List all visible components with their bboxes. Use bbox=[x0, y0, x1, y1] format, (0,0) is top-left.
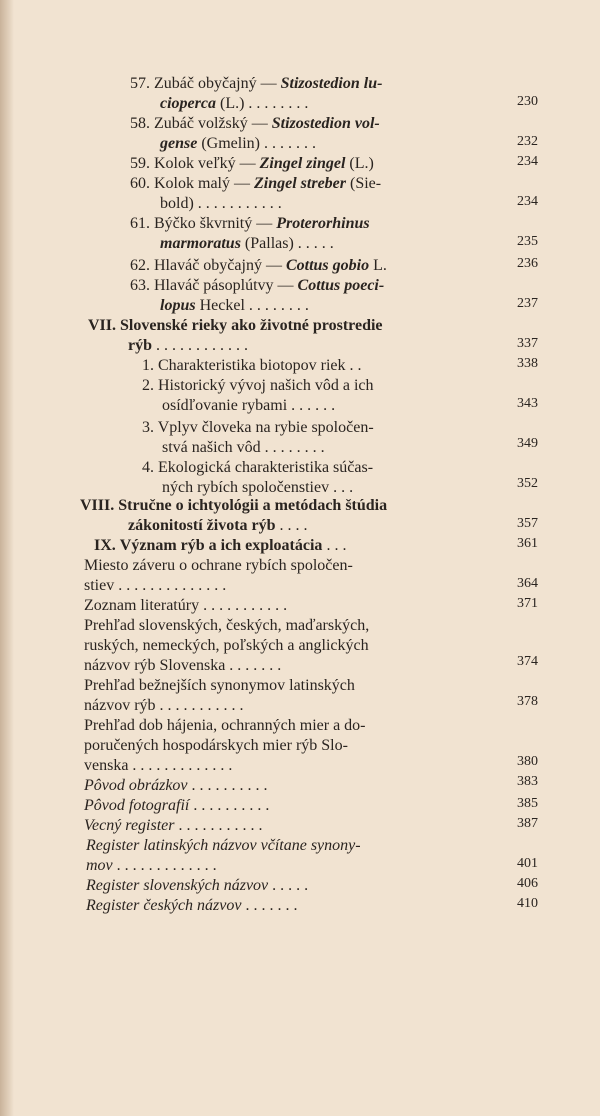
toc-back-entry: Prehľad slovenských, českých, maďarských, bbox=[84, 617, 370, 634]
leader-dots: . . . . . . . bbox=[259, 135, 316, 152]
page-number: 230 bbox=[517, 94, 538, 109]
section-viii-heading-cont bbox=[128, 516, 308, 536]
entry-scientific-name: Stizostedion vol- bbox=[271, 115, 380, 132]
section-title-cont: zákonitostí života rýb bbox=[128, 517, 276, 534]
entry-number: 3. bbox=[142, 419, 154, 436]
toc-back-entry-cont: poručených hospodárskych mier rýb Slo- bbox=[84, 737, 348, 754]
page-number: 387 bbox=[517, 816, 538, 831]
toc-back-entry: Zoznam literatúry . . . . . . . . . . . bbox=[84, 597, 288, 614]
entry-title: Býčko škvrnitý — bbox=[154, 215, 277, 232]
entry-title: Hlaváč pásoplútvy — bbox=[154, 277, 298, 294]
entry-title: Zubáč obyčajný — bbox=[154, 75, 281, 92]
entry-scientific-name-cont: lopus bbox=[160, 297, 196, 314]
index-title: Pôvod fotografií bbox=[84, 797, 190, 814]
entry-scientific-name: Proterorhinus bbox=[276, 215, 370, 232]
page-number: 237 bbox=[517, 296, 538, 311]
entry-author: (L.) bbox=[215, 95, 245, 112]
toc-index-entry bbox=[84, 816, 262, 836]
toc-entry-57 bbox=[130, 74, 382, 94]
leader-dots: . . . . . . . . . . . . . bbox=[112, 857, 217, 874]
entry-title: Vplyv človeka na rybie spoločen- bbox=[157, 419, 374, 436]
section-ix-heading bbox=[94, 536, 346, 556]
toc-entry-61 bbox=[130, 214, 370, 234]
page-number: 234 bbox=[517, 154, 538, 169]
leader-dots: . . . . . . . . bbox=[244, 297, 309, 314]
page-number: 337 bbox=[517, 336, 538, 351]
entry-author: (L.) bbox=[345, 155, 374, 172]
leader-dots: . . . . . bbox=[268, 877, 309, 894]
entry-scientific-name: Zingel zingel bbox=[259, 155, 346, 172]
entry-author: (Sie- bbox=[346, 175, 382, 192]
leader-dots: . . . . . . . . . . . bbox=[193, 195, 282, 212]
entry-title-cont: stvá našich vôd . . . . . . . . bbox=[162, 439, 325, 456]
toc-index-entry bbox=[84, 776, 268, 796]
leader-dots: . . . . . . . . . . . . bbox=[152, 337, 248, 354]
section-vii-heading-cont bbox=[128, 336, 248, 356]
entry-author: L. bbox=[369, 257, 387, 274]
page-number: 232 bbox=[517, 134, 538, 149]
page-number: 357 bbox=[517, 516, 538, 531]
section-viii-heading bbox=[80, 496, 387, 516]
toc-entry-61-cont bbox=[160, 234, 334, 254]
leader-dots: . . . . bbox=[275, 517, 308, 534]
entry-scientific-name-cont: gense bbox=[160, 135, 198, 152]
entry-number: 60. bbox=[130, 175, 150, 192]
page-number: 406 bbox=[517, 876, 538, 891]
entry-title: Historický vývoj našich vôd a ich bbox=[158, 377, 374, 394]
entry-scientific-name: Cottus gobio bbox=[285, 257, 370, 274]
toc-subentry-1 bbox=[142, 356, 362, 376]
entry-author: (Gmelin) bbox=[197, 135, 260, 152]
section-vii-heading bbox=[88, 316, 383, 336]
leader-dots: . . . . . . . . . . . bbox=[174, 817, 263, 834]
section-title-cont: rýb bbox=[128, 337, 152, 354]
entry-author: Heckel bbox=[195, 297, 245, 314]
section-number: VIII. bbox=[80, 497, 115, 514]
entry-title: Charakteristika biotopov riek . . bbox=[158, 357, 362, 374]
toc-entry-60 bbox=[130, 174, 381, 194]
toc-index-entry bbox=[86, 876, 308, 896]
toc-back-entry-cont: stiev . . . . . . . . . . . . . . bbox=[84, 577, 227, 594]
toc-index-entry bbox=[86, 896, 297, 916]
page-number: 374 bbox=[517, 654, 538, 669]
section-title: Stručne o ichtyológii a metódach štúdia bbox=[118, 497, 388, 514]
page-number: 378 bbox=[517, 694, 538, 709]
toc-subentry-2 bbox=[142, 376, 374, 396]
toc-index-entry-cont bbox=[86, 856, 217, 876]
page-number: 371 bbox=[517, 596, 538, 611]
page-number: 401 bbox=[517, 856, 538, 871]
leader-dots: . . . bbox=[322, 537, 347, 554]
leader-dots: . . . . . bbox=[293, 235, 334, 252]
page-number: 236 bbox=[517, 256, 538, 271]
toc-back-entry-cont: ruských, nemeckých, poľských a anglických bbox=[84, 637, 369, 654]
index-title: Pôvod obrázkov bbox=[84, 777, 188, 794]
page-number: 380 bbox=[517, 754, 538, 769]
toc-subentry-4 bbox=[142, 458, 373, 478]
page-number: 235 bbox=[517, 234, 538, 249]
toc-index-entry bbox=[84, 796, 269, 816]
page-number: 385 bbox=[517, 796, 538, 811]
toc-index-entry: Register latinských názvov včítane synony- bbox=[86, 837, 361, 854]
entry-scientific-name: Zingel streber bbox=[254, 175, 346, 192]
index-title: Vecný register bbox=[84, 817, 175, 834]
toc-entry-58-cont bbox=[160, 134, 316, 154]
index-title: Register slovenských názvov bbox=[86, 877, 269, 894]
toc-subentry-3 bbox=[142, 418, 374, 438]
entry-number: 61. bbox=[130, 215, 150, 232]
entry-number: 58. bbox=[130, 115, 150, 132]
toc-back-entry: Prehľad bežnejších synonymov latinských bbox=[84, 677, 355, 694]
page-number: 410 bbox=[517, 896, 538, 911]
entry-number: 62. bbox=[130, 257, 150, 274]
toc-back-entry-cont: venska . . . . . . . . . . . . . bbox=[84, 757, 233, 774]
entry-author: (Pallas) bbox=[240, 235, 294, 252]
toc-entry-63-cont bbox=[160, 296, 309, 316]
entry-scientific-name-cont: marmoratus bbox=[160, 235, 241, 252]
entry-title: Ekologická charakteristika súčas- bbox=[158, 459, 374, 476]
leader-dots: . . . . . . . bbox=[241, 897, 298, 914]
entry-title: Kolok malý — bbox=[154, 175, 254, 192]
entry-scientific-name: Cottus poeci- bbox=[297, 277, 385, 294]
toc-back-entry: Prehľad dob hájenia, ochranných mier a do- bbox=[84, 717, 366, 734]
entry-title: Hlaváč obyčajný — bbox=[154, 257, 286, 274]
index-title-cont: mov bbox=[86, 857, 113, 874]
page-number: 361 bbox=[517, 536, 538, 551]
entry-number: 59. bbox=[130, 155, 150, 172]
entry-title-cont: osídľovanie rybami . . . . . . bbox=[162, 397, 336, 414]
section-number: IX. bbox=[94, 537, 116, 554]
toc-entry-59 bbox=[130, 154, 374, 174]
page-number: 338 bbox=[517, 356, 538, 371]
entry-author-cont: bold) bbox=[160, 195, 194, 212]
toc-entry-62 bbox=[130, 256, 387, 276]
toc-back-entry: Miesto záveru o ochrane rybích spoločen- bbox=[84, 557, 353, 574]
entry-number: 4. bbox=[142, 459, 154, 476]
toc-back-entry-cont: názvov rýb . . . . . . . . . . . bbox=[84, 697, 244, 714]
entry-number: 63. bbox=[130, 277, 150, 294]
entry-title: Kolok veľký — bbox=[154, 155, 260, 172]
leader-dots: . . . . . . . . . . bbox=[189, 797, 270, 814]
toc-entry-60-cont bbox=[160, 194, 282, 214]
entry-title-cont: ných rybích spoločenstiev . . . bbox=[162, 479, 354, 496]
entry-number: 57. bbox=[130, 75, 150, 92]
entry-scientific-name: Stizostedion lu- bbox=[280, 75, 383, 92]
index-title: Register českých názvov bbox=[86, 897, 242, 914]
page-number: 383 bbox=[517, 774, 538, 789]
page-number: 343 bbox=[517, 396, 538, 411]
section-number: VII. bbox=[88, 317, 117, 334]
toc-entry-57-cont bbox=[160, 94, 308, 114]
entry-number: 1. bbox=[142, 357, 154, 374]
page-number: 234 bbox=[517, 194, 538, 209]
toc-back-entry-cont: názvov rýb Slovenska . . . . . . . bbox=[84, 657, 282, 674]
page-number: 352 bbox=[517, 476, 538, 491]
entry-scientific-name-cont: cioperca bbox=[160, 95, 216, 112]
entry-title: Zubáč volžský — bbox=[154, 115, 272, 132]
leader-dots: . . . . . . . . . . bbox=[187, 777, 268, 794]
page-number: 364 bbox=[517, 576, 538, 591]
toc-entry-58 bbox=[130, 114, 380, 134]
toc-entry-63 bbox=[130, 276, 384, 296]
section-title: Význam rýb a ich exploatácia bbox=[119, 537, 323, 554]
entry-number: 2. bbox=[142, 377, 154, 394]
section-title: Slovenské rieky ako životné prostredie bbox=[120, 317, 383, 334]
leader-dots: . . . . . . . . bbox=[244, 95, 309, 112]
page-number: 349 bbox=[517, 436, 538, 451]
